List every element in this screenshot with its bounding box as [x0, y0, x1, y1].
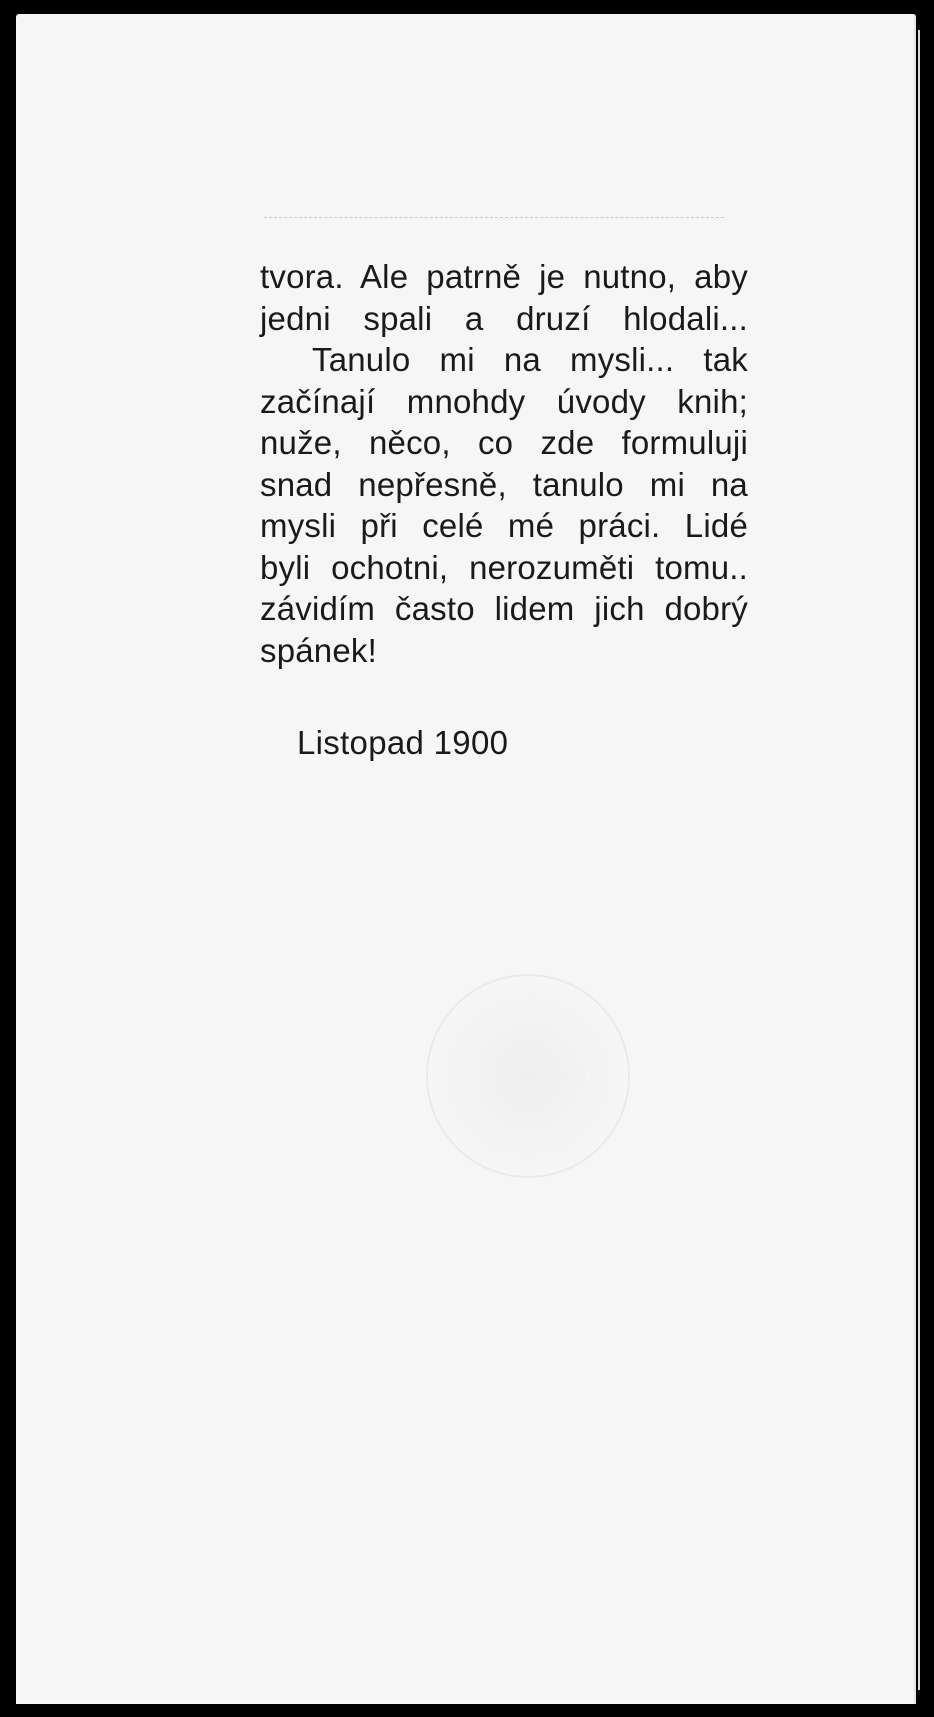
text-line: začínají mnohdy úvody knih; — [260, 382, 748, 420]
text-line: byli ochotni, nerozuměti tomu.. — [260, 548, 748, 586]
text-line: snad nepřesně, tanulo mi na — [260, 465, 748, 503]
page-edge — [918, 30, 920, 1690]
text-line: mysli při celé mé práci. Lidé — [260, 507, 748, 544]
date-line: Listopad 1900 — [297, 724, 509, 761]
text-line: jedni spali a druzí hlodali... — [260, 299, 748, 337]
text-line: nuže, něco, co zde formuluji — [260, 424, 748, 461]
book-page — [16, 14, 916, 1704]
text-line: tvora. Ale patrně je nutno, aby — [260, 258, 748, 295]
header-rule — [264, 217, 724, 219]
text-line: závidím často lidem jich dobrý — [260, 590, 748, 627]
body-text — [260, 256, 748, 671]
faint-stamp-mark — [426, 974, 630, 1178]
text-line: Tanulo mi na mysli... tak — [312, 341, 748, 378]
text-line: spánek! — [260, 631, 377, 669]
